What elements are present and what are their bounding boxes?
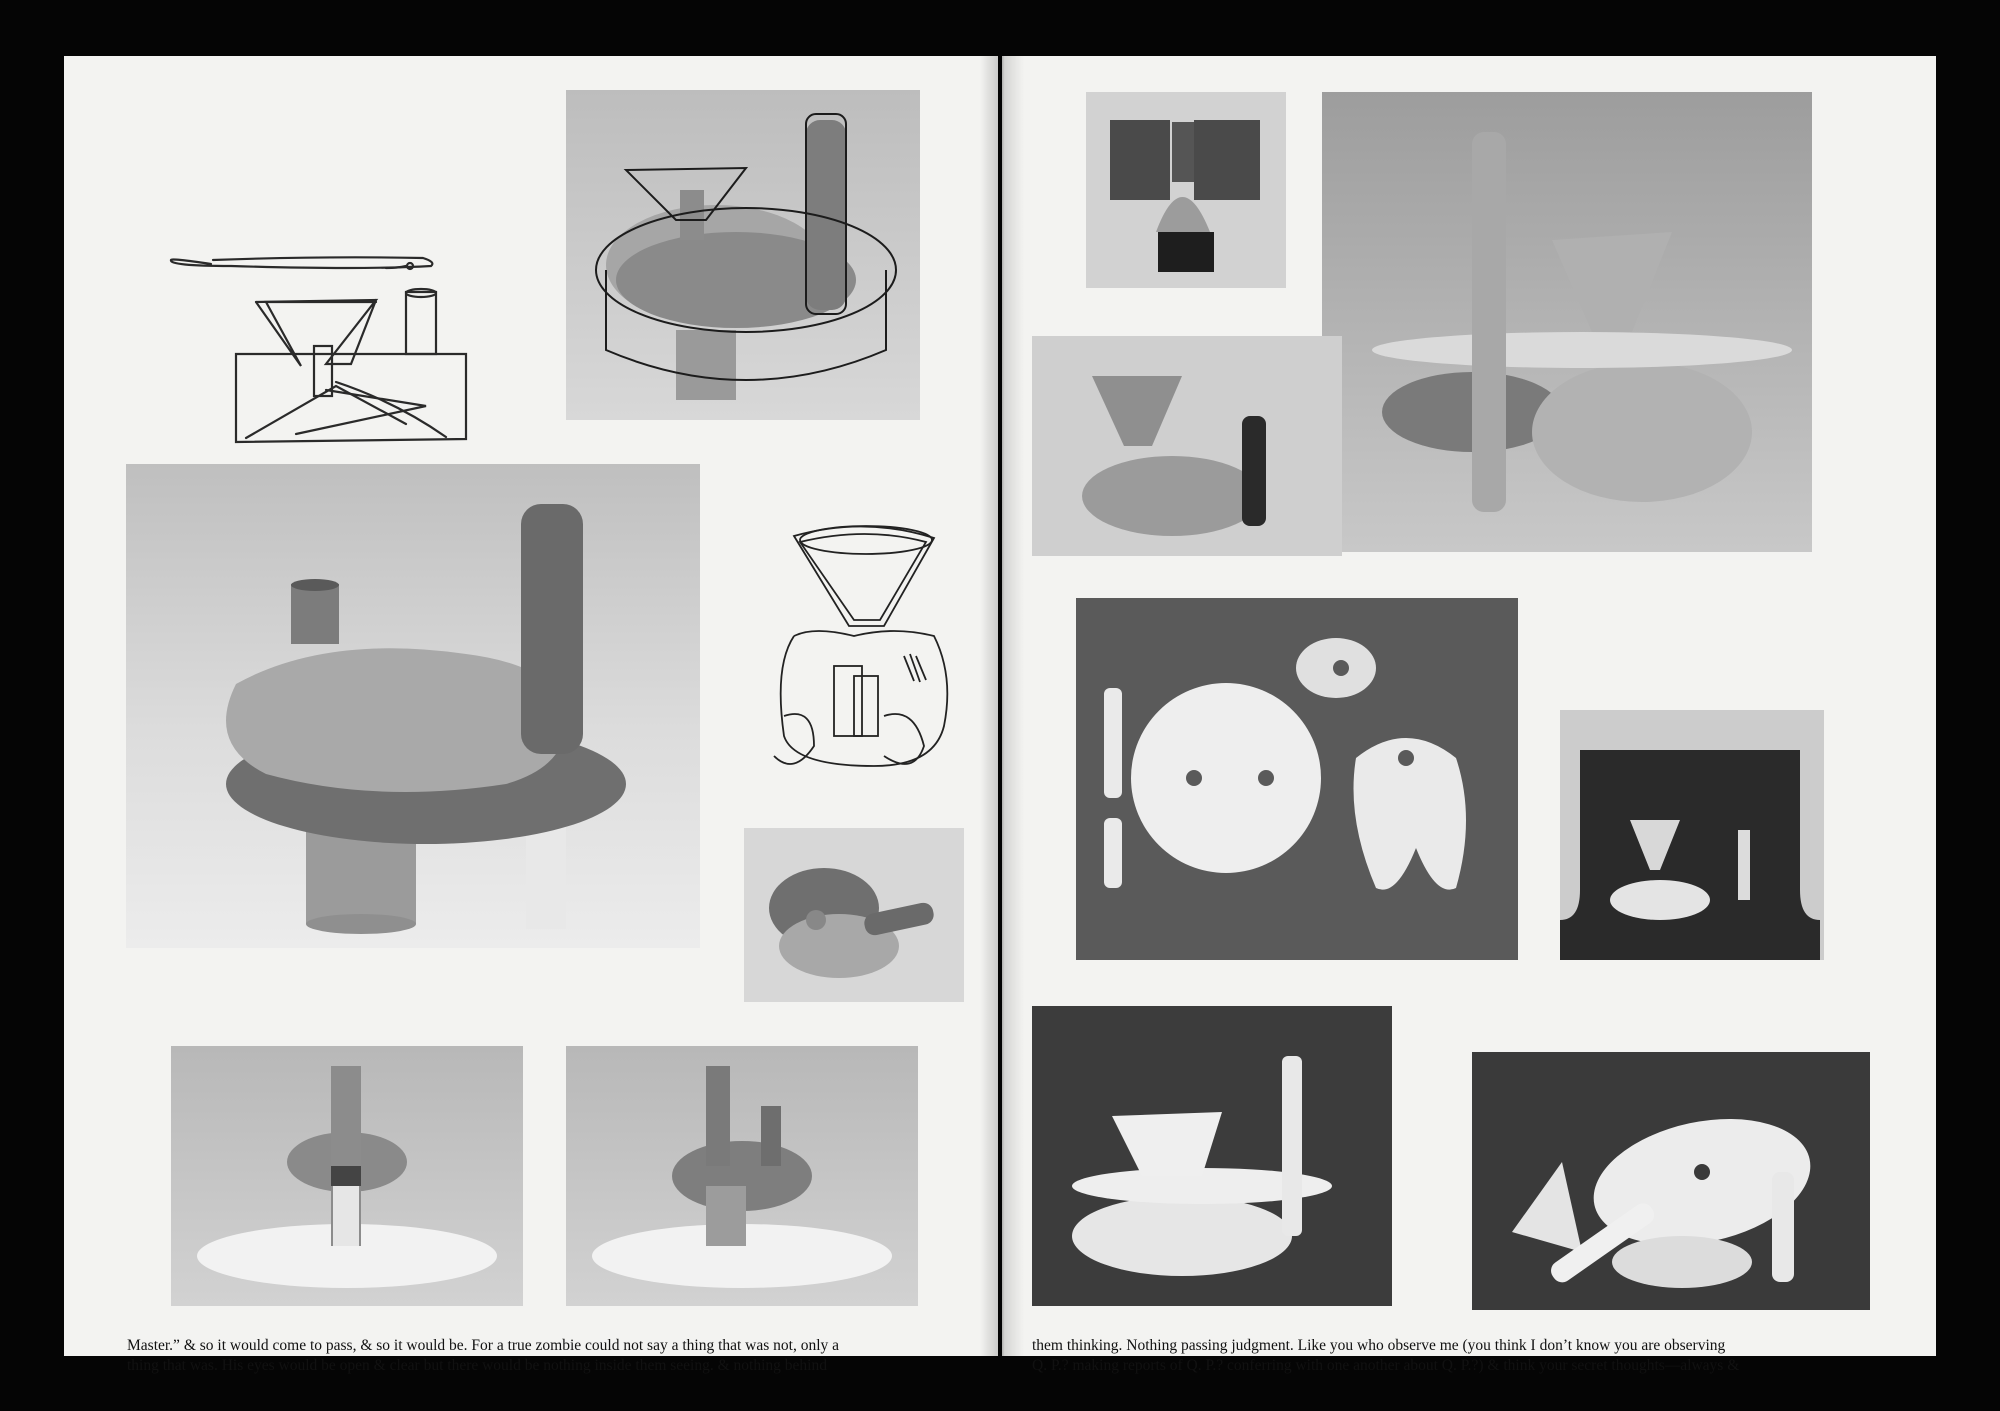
photo-large-sculpture-cork-base: [126, 464, 700, 948]
left-text-line-1: Master.” & so it would come to pass, & so it would be. For a true zombie could not say a thing that was not, only a: [127, 1337, 840, 1354]
left-text-line-2: thing that was. His eyes would be open & clear but there would be nothing inside them seeing. & nothing behind: [127, 1357, 827, 1374]
photo-sculpture-top-view: [744, 828, 964, 1002]
right-text-line-2: Q. P.? making reports of Q. P.? conferring with one another about Q. P.?) & think your secret thoughts—always &: [1032, 1357, 1740, 1374]
photo-white-disc-assembly-dark: [1472, 1052, 1870, 1310]
pencil-sketch-funnel-sculpture: [136, 194, 576, 484]
pencil-sketch-funnel-figure: [754, 516, 984, 796]
photo-funnel-on-dark-block: [1086, 92, 1286, 288]
photo-sculpture-on-disc-front: [171, 1046, 523, 1306]
photo-sculpture-on-disc-angle: [566, 1046, 918, 1306]
photo-funnel-sculpture-side: [1032, 336, 1342, 556]
left-page-body-text: [127, 1336, 985, 1376]
left-page: [64, 56, 998, 1374]
photo-white-disc-tower-dark: [1032, 1006, 1392, 1306]
right-text-line-1: them thinking. Nothing passing judgment. Like you who observe me (you think I don’t know you are observing: [1032, 1337, 1726, 1354]
photo-large-disc-tower: [1322, 92, 1812, 552]
right-page: [1002, 56, 1936, 1374]
right-page-body-text: [1032, 1336, 1870, 1376]
photo-sculpture-with-drawn-overlay: [566, 90, 920, 420]
photo-white-pieces-on-dark: [1076, 598, 1518, 960]
photo-small-sculpture-dark-backdrop: [1560, 710, 1824, 960]
